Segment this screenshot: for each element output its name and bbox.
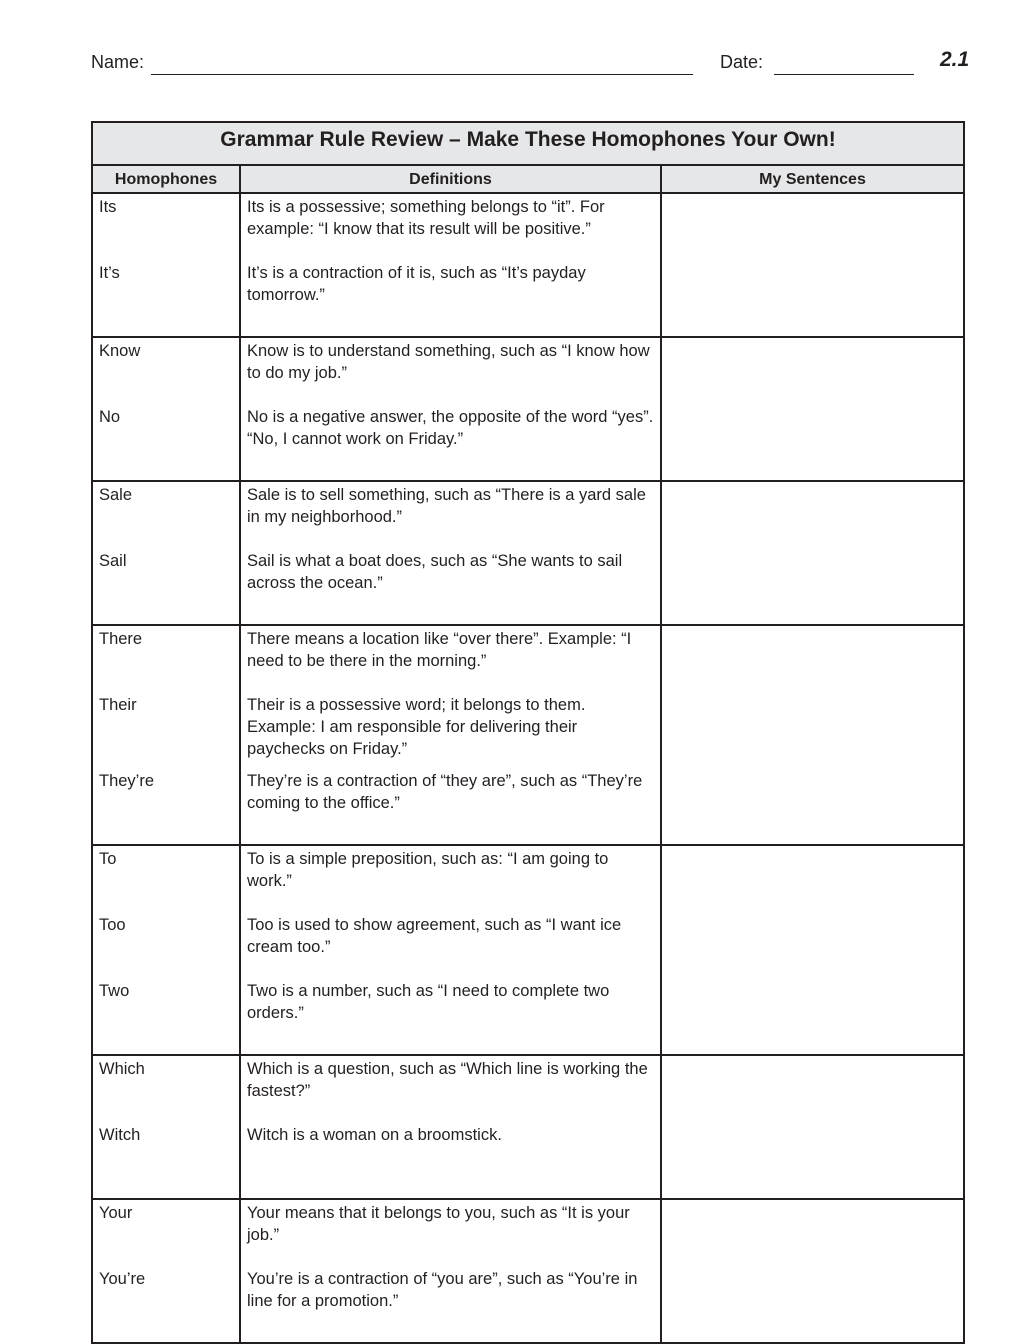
homophone-word: Their — [99, 696, 137, 714]
page-number: 2.1 — [940, 48, 970, 71]
homophone-word: No — [99, 408, 121, 426]
definition-text: Its is a possessive; something belongs to “it”. For example: “I know that its result will be positive.” — [247, 198, 605, 238]
column-header-homophones: Homophones — [93, 166, 241, 194]
definition-text: Two is a number, such as “I need to complete two orders.” — [247, 982, 610, 1022]
definition-text: Too is used to show agreement, such as “I want ice cream too.” — [247, 916, 622, 956]
homophone-cell — [93, 846, 241, 1056]
definition-text: No is a negative answer, the opposite of the word “yes”. “No, I cannot work on Friday.” — [247, 408, 654, 448]
definition-text: It’s is a contraction of it is, such as “It’s payday tomorrow.” — [247, 264, 586, 304]
definition-text: Which is a question, such as “Which line is working the fastest?” — [247, 1060, 648, 1100]
definition-text: There means a location like “over there”. Example: “I need to be there in the morning.” — [247, 630, 632, 670]
column-header-definitions: Definitions — [241, 166, 662, 194]
name-field[interactable] — [151, 74, 693, 75]
homophone-word: Its — [99, 198, 117, 216]
homophone-word: Which — [99, 1060, 145, 1078]
homophones-table — [91, 121, 965, 1344]
my-sentence-cell[interactable] — [662, 626, 963, 846]
table-title: Grammar Rule Review – Make These Homophones Your Own! — [93, 123, 963, 166]
table-grid — [93, 166, 963, 1342]
name-label: Name: — [91, 52, 145, 72]
homophone-word: Sail — [99, 552, 127, 570]
homophone-cell — [93, 1056, 241, 1200]
definition-cell — [241, 846, 662, 1056]
date-label: Date: — [720, 52, 764, 72]
homophone-cell — [93, 1200, 241, 1342]
worksheet-header — [91, 48, 970, 78]
homophone-word: They’re — [99, 772, 155, 790]
homophone-word: To — [99, 850, 117, 868]
definition-text: Witch is a woman on a broomstick. — [247, 1126, 502, 1144]
homophone-cell — [93, 482, 241, 626]
definition-cell — [241, 626, 662, 846]
homophone-word: There — [99, 630, 143, 648]
homophone-word: Witch — [99, 1126, 141, 1144]
homophone-word: You’re — [99, 1270, 146, 1288]
my-sentence-cell[interactable] — [662, 846, 963, 1056]
my-sentence-cell[interactable] — [662, 1200, 963, 1342]
definition-text: They’re is a contraction of “they are”, such as “They’re coming to the office.” — [247, 772, 643, 812]
my-sentence-cell[interactable] — [662, 482, 963, 626]
definition-text: To is a simple preposition, such as: “I am going to work.” — [247, 850, 609, 890]
definition-text: Sale is to sell something, such as “There is a yard sale in my neighborhood.” — [247, 486, 646, 526]
definition-cell — [241, 482, 662, 626]
definition-text: Know is to understand something, such as “I know how to do my job.” — [247, 342, 650, 382]
homophone-word: Too — [99, 916, 126, 934]
definition-cell — [241, 338, 662, 482]
definition-text: You’re is a contraction of “you are”, such as “You’re in line for a promotion.” — [247, 1270, 638, 1310]
my-sentence-cell[interactable] — [662, 1056, 963, 1200]
definition-text: Your means that it belongs to you, such as “It is your job.” — [247, 1204, 630, 1244]
my-sentence-cell[interactable] — [662, 194, 963, 338]
date-field[interactable] — [774, 74, 914, 75]
definition-cell — [241, 194, 662, 338]
definition-cell — [241, 1056, 662, 1200]
homophone-cell — [93, 194, 241, 338]
homophone-word: Know — [99, 342, 141, 360]
homophone-word: It’s — [99, 264, 120, 282]
homophone-cell — [93, 626, 241, 846]
column-header-sentences: My Sentences — [662, 166, 963, 194]
homophone-word: Two — [99, 982, 130, 1000]
definition-cell — [241, 1200, 662, 1342]
my-sentence-cell[interactable] — [662, 338, 963, 482]
homophone-word: Sale — [99, 486, 133, 504]
definition-text: Sail is what a boat does, such as “She wants to sail across the ocean.” — [247, 552, 623, 592]
homophone-cell — [93, 338, 241, 482]
definition-text: Their is a possessive word; it belongs to them. Example: I am responsible for delivering their paychecks on Friday.” — [247, 696, 586, 758]
homophone-word: Your — [99, 1204, 133, 1222]
